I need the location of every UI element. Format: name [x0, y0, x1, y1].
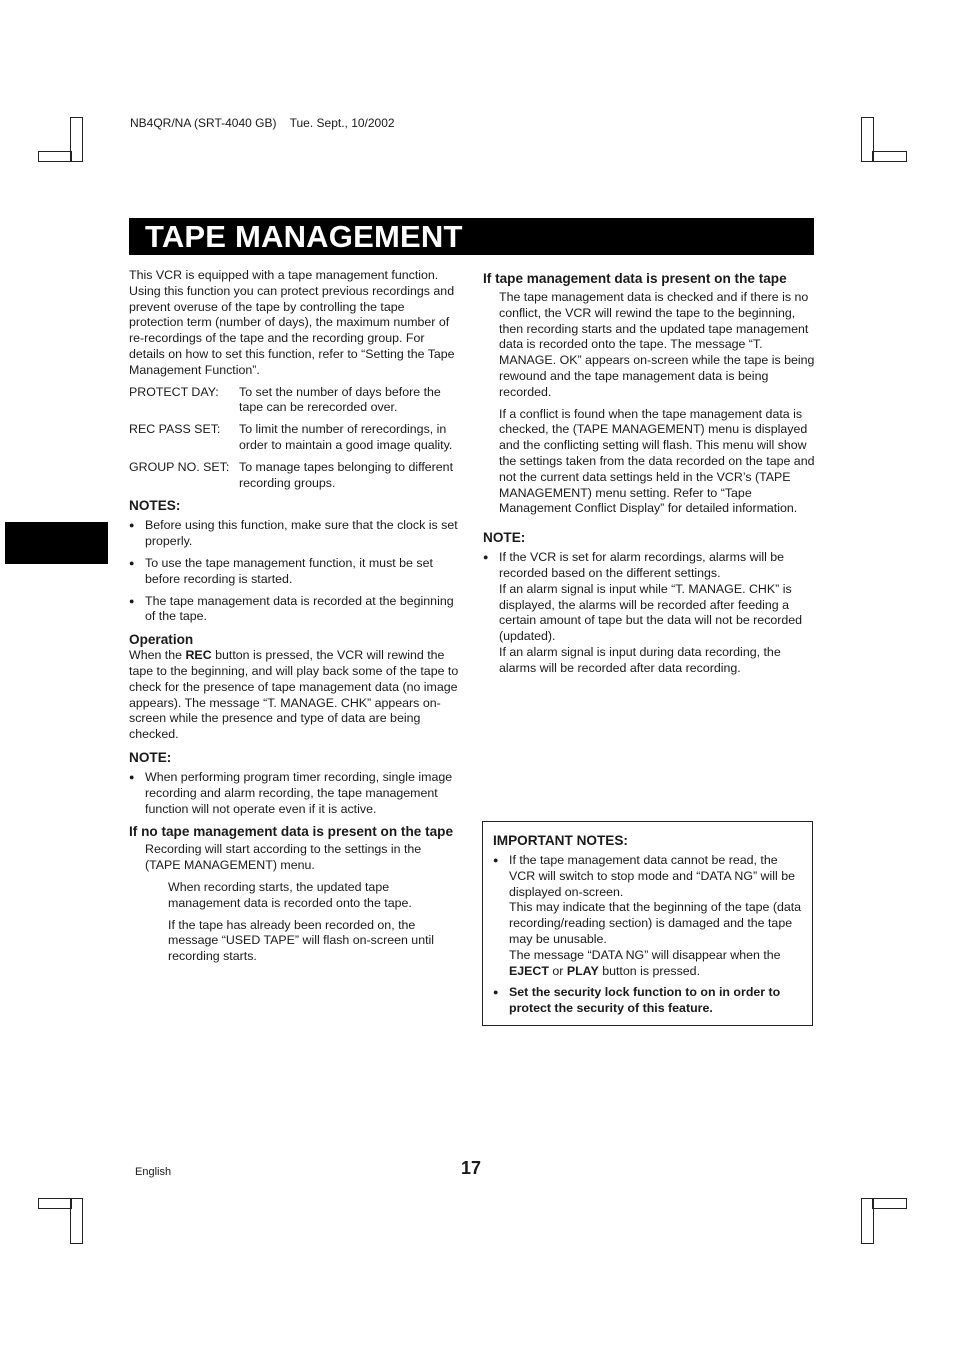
- note-item: ● Before using this function, make sure that the clock is set properly.: [129, 518, 458, 549]
- important-note-item: ● Set the security lock function to on in order to protect the security of this feature.: [493, 985, 781, 1016]
- bullet-icon: ●: [493, 855, 499, 865]
- bullet-icon: ●: [129, 557, 135, 568]
- important-note-item: ● If the tape management data cannot be read, the VCR will switch to stop mode and “DATA NG” will be displayed on-screen. This may indicate that the beginning of the tape (data recording/reading section) is damaged and the tape may be unusable. The message “DATA NG” will disappear when the EJECT or PLAY button is pressed.: [493, 853, 802, 978]
- document-header-code: NB4QR/NA (SRT-4040 GB) Tue. Sept., 10/2002: [130, 116, 395, 130]
- no-data-paragraph: If the tape has already been recorded on, the message “USED TAPE” will flash on-screen until recording starts.: [168, 917, 435, 964]
- note-item: ● The tape management data is recorded at the beginning of the tape.: [129, 593, 454, 624]
- intro-paragraph: This VCR is equipped with a tape management function. Using this function you can protect previous recordings and prevent overuse of the tape by controlling the tape protection term (number of days), the maximum number of re-recordings of the tape and the recording group. For details on how to set this function, refer to “Setting the Tape Management Function”.: [129, 268, 455, 377]
- bullet-icon: ●: [129, 771, 135, 782]
- no-data-paragraph: Recording will start according to the settings in the (TAPE MANAGEMENT) menu.: [145, 842, 422, 873]
- note-item: ● If the VCR is set for alarm recordings, alarms will be recorded based on the different settings. If an alarm signal is input while “T. MANAGE. CHK” is displayed, the alarms will be recorded after feeding a certain amount of tape but the data will not be recorded (updated). If an alarm signal is input during data recording, the alarms will be recorded after data recording.: [483, 550, 803, 675]
- play-button-label: PLAY: [566, 963, 599, 978]
- bullet-icon: ●: [483, 552, 489, 563]
- setting-term: GROUP NO. SET:: [129, 459, 230, 474]
- page-number: 17: [461, 1158, 482, 1178]
- setting-description: To set the number of days before the tape can be rerecorded over.: [239, 384, 441, 415]
- crop-mark-bottom-left-horizontal: [38, 1198, 72, 1209]
- right-column: [483, 270, 815, 677]
- page-title-bar: [129, 218, 814, 255]
- bullet-icon: ●: [129, 595, 135, 606]
- important-notes-box: [482, 821, 813, 1026]
- note-heading: NOTE:: [483, 530, 526, 546]
- eject-button-label: EJECT: [509, 963, 549, 978]
- setting-term: PROTECT DAY:: [129, 384, 219, 399]
- note-heading: NOTE:: [129, 749, 172, 765]
- crop-mark-top-right-horizontal: [872, 151, 907, 162]
- bullet-icon: ●: [493, 987, 499, 998]
- setting-description: To manage tapes belonging to different recording groups.: [239, 459, 454, 490]
- settings-definition-list: [129, 385, 459, 492]
- crop-mark-bottom-left-vertical: [70, 1198, 83, 1244]
- bullet-icon: ●: [129, 520, 135, 531]
- page-title: TAPE MANAGEMENT: [145, 219, 463, 254]
- section-side-tab: [5, 522, 108, 564]
- data-present-paragraph: If a conflict is found when the tape management data is checked, the (TAPE MANAGEMENT) menu is displayed and the conflicting setting will flash. This menu will show the settings taken from the data recorded on the tape and not the current data settings held in the VCR’s (TAPE MANAGEMENT) menu setting. Refer to “Tape Management Conflict Display” for detailed information.: [499, 406, 815, 516]
- setting-description: To limit the number of rerecordings, in order to maintain a good image quality.: [239, 422, 453, 452]
- setting-term: REC PASS SET:: [129, 422, 221, 437]
- footer-language: English: [135, 1166, 172, 1178]
- note-item: ● When performing program timer recording, single image recording and alarm recording, the tape management function will not operate even if it is active.: [129, 769, 453, 816]
- data-present-heading: If tape management data is present on the tape: [483, 271, 787, 286]
- no-data-heading: If no tape management data is present on the tape: [129, 824, 454, 840]
- important-notes-heading: IMPORTANT NOTES:: [493, 833, 628, 848]
- note-item: ● To use the tape management function, it must be set before recording is started.: [129, 555, 433, 586]
- crop-mark-top-left-horizontal: [38, 151, 72, 162]
- notes-heading: NOTES:: [129, 498, 181, 514]
- left-column: [129, 268, 459, 965]
- rec-button-label: REC: [185, 648, 212, 663]
- no-data-paragraph: When recording starts, the updated tape management data is recorded onto the tape.: [168, 879, 412, 910]
- operation-paragraph: When the REC button is pressed, the VCR will rewind the tape to the beginning, and will play back some of the tape to check for the presence of tape management data (no image appears). The message “T. MANAGE. CHK” appears on-screen while the presence and type of data are being checked.: [129, 648, 459, 742]
- data-present-paragraph: The tape management data is checked and if there is no conflict, the VCR will rewind the tape to the beginning, then recording starts and the updated tape management data is recorded onto the tape. The message “T. MANAGE. OK” appears on-screen while the tape is being rewound and the tape management data is being recorded.: [499, 290, 815, 399]
- operation-heading: Operation: [129, 632, 194, 648]
- crop-mark-bottom-right-horizontal: [872, 1198, 907, 1209]
- crop-mark-bottom-right-vertical: [861, 1198, 874, 1244]
